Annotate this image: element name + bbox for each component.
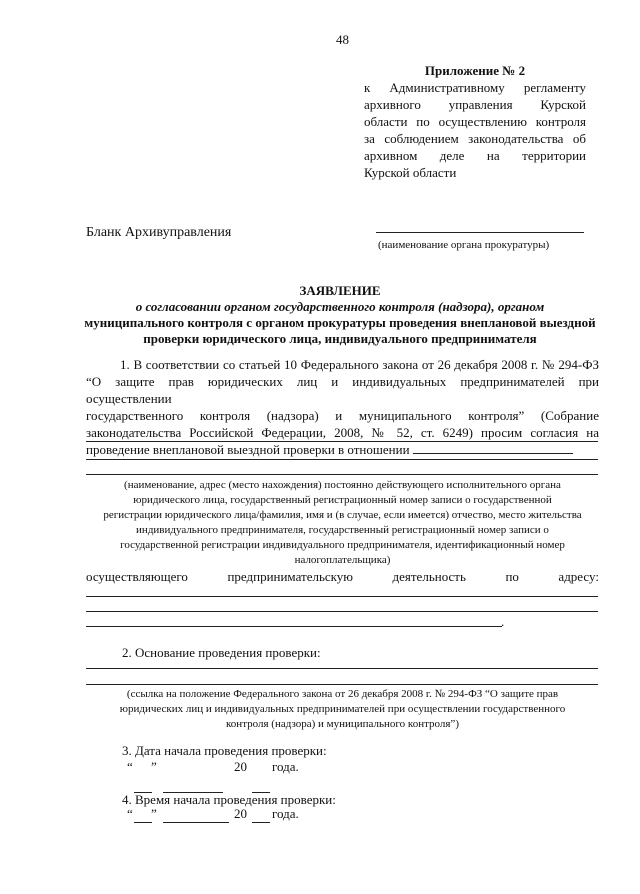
fill-line — [86, 459, 598, 460]
appendix-line: архивного управления Курской — [364, 97, 586, 112]
fill-line — [86, 668, 598, 669]
caption-line: контроля (надзора) и муниципального контроля”) — [226, 718, 459, 730]
activity-word: предпринимательскую — [227, 569, 353, 584]
paragraph-line: проведение внеплановой выездной проверки в отношении — [86, 442, 410, 457]
paragraph-line: законодательства Российской Федерации, 2008, № 52, ст. 6249) просим согласия на — [86, 425, 599, 440]
date-year-word: года. — [272, 759, 299, 774]
activity-word: осуществляющего — [86, 569, 188, 584]
appendix-heading: Приложение № 2 — [424, 63, 526, 78]
appendix-line: архивном деле на территории — [364, 148, 586, 163]
activity-word: деятельность — [392, 569, 466, 584]
appendix-line: области по осуществлению контроля — [364, 114, 586, 129]
fill-line — [86, 611, 598, 612]
document-title — [80, 283, 600, 347]
section-2-caption — [90, 687, 595, 732]
section-1-paragraph — [86, 356, 599, 458]
title-line: муниципального контроля с органом прокуратуры проведения внеплановой выездной — [84, 315, 596, 330]
paragraph-last-line — [86, 441, 599, 458]
fill-line — [86, 596, 598, 597]
caption-line: государственной регистрации индивидуального предпринимателя, идентификационный номер — [120, 539, 565, 551]
fill-line — [86, 441, 598, 442]
time-day-line — [134, 822, 152, 823]
appendix-line: за соблюдением законодательства об — [364, 131, 586, 146]
time-year-word: года. — [272, 806, 299, 821]
date-quote-close: ” — [151, 759, 157, 774]
section-4-label: 4. Время начала проведения проверки: — [122, 792, 336, 807]
section-2-label: 2. Основание проведения проверки: — [122, 645, 321, 660]
prosecutor-fill-line — [376, 232, 584, 233]
time-year-line — [252, 822, 270, 823]
caption-line: юридических лиц и индивидуальных предпринимателей при осуществлении государственного — [119, 703, 566, 715]
paragraph-line: 1. В соответствии со статьей 10 Федерального закона от 26 декабря 2008 г. № 294-ФЗ — [120, 357, 599, 372]
fill-line — [86, 626, 502, 627]
appendix-block — [364, 62, 586, 181]
title-line: проверки юридического лица, индивидуального предпринимателя — [143, 331, 537, 346]
activity-row — [86, 569, 599, 585]
time-month-line — [163, 822, 229, 823]
date-year-prefix: 20 — [234, 759, 247, 774]
end-dot: . — [501, 614, 505, 629]
time-quote-close: ” — [151, 806, 157, 821]
section-3-label: 3. Дата начала проведения проверки: — [122, 743, 327, 758]
prosecutor-caption: (наименование органа прокуратуры) — [378, 239, 550, 251]
appendix-line: Курской области — [364, 165, 457, 180]
section-1-caption — [90, 478, 595, 568]
fill-line — [86, 684, 598, 685]
time-quote-open: “ — [127, 806, 133, 821]
fill-line — [86, 474, 598, 475]
caption-line: юридического лица, государственный регистрационный номер записи о государственной — [133, 494, 552, 506]
caption-line: (ссылка на положение Федерального закона от 26 декабря 2008 г. № 294-ФЗ “О защите прав — [126, 688, 559, 700]
paragraph-line: “О защите прав юридических лиц и индивидуальных предпринимателей при осуществлении — [86, 374, 599, 406]
appendix-text — [364, 79, 586, 181]
caption-line: (наименование, адрес (место нахождения) постоянно действующего исполнительного органа — [124, 479, 561, 491]
caption-line: регистрации юридического лица/фамилия, имя и (в случае, если имеется) отчество, место жительства — [103, 509, 582, 521]
inline-fill-line — [413, 442, 573, 454]
title-main: ЗАЯВЛЕНИЕ — [299, 283, 381, 298]
activity-word: адресу: — [558, 569, 599, 584]
paragraph-line: государственного контроля (надзора) и муниципального контроля” (Собрание — [86, 408, 599, 423]
caption-line: налогоплательщика) — [294, 554, 391, 566]
activity-word: по — [505, 569, 519, 584]
title-subtitle: о согласовании органом государственного контроля (надзора), органом — [135, 299, 545, 314]
blank-label: Бланк Архивуправления — [86, 225, 232, 240]
date-quote-open: “ — [127, 759, 133, 774]
time-year-prefix: 20 — [234, 806, 247, 821]
page-number: 48 — [336, 32, 349, 47]
caption-line: индивидуального предпринимателя, государственный регистрационный номер записи о — [136, 524, 549, 536]
appendix-line: к Административному регламенту — [364, 80, 586, 95]
